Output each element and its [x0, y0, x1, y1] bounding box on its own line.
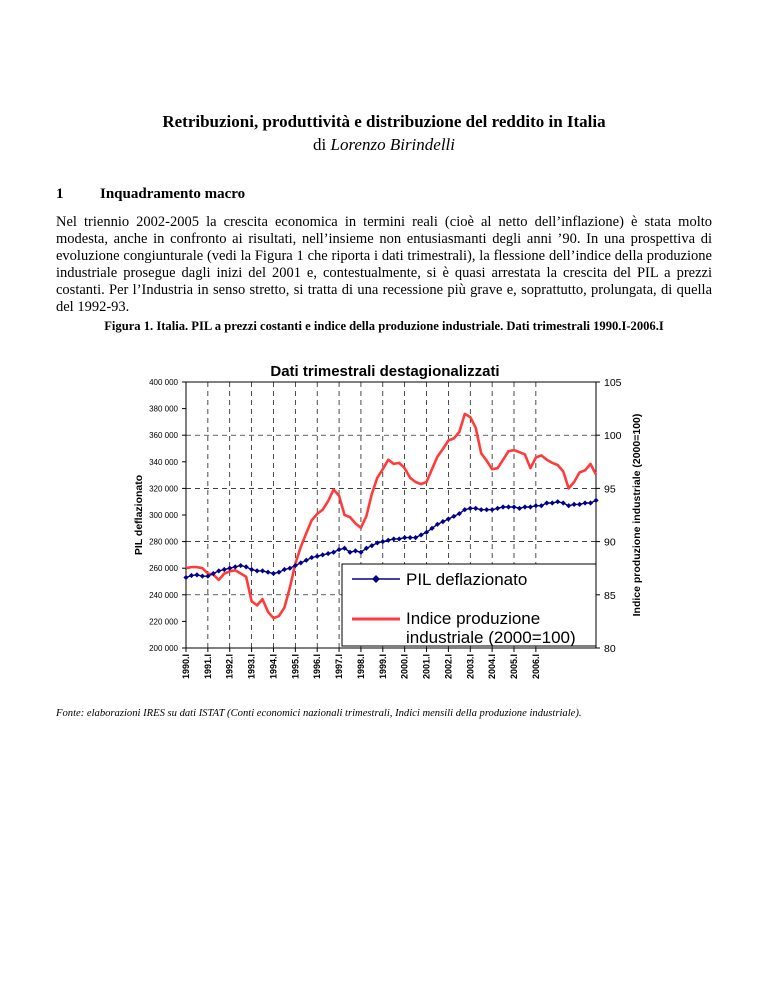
data-point-pil: [271, 571, 276, 576]
legend-label-industria-line1: Indice produzione: [406, 609, 541, 628]
figure-caption: Figura 1. Italia. PIL a prezzi costanti e indice della produzione industriale. Dati trimestrali 1990.I-2006.I: [104, 319, 664, 333]
data-point-pil: [539, 503, 544, 508]
data-point-pil: [446, 516, 451, 521]
y-left-tick-label: 220 000: [149, 617, 178, 627]
data-point-pil: [582, 500, 587, 505]
x-tick-label: 1993.I: [246, 654, 257, 680]
data-point-pil: [200, 574, 205, 579]
data-point-pil: [588, 500, 593, 505]
data-point-pil: [479, 507, 484, 512]
data-point-pil: [233, 564, 238, 569]
x-tick-label: 1994.I: [268, 654, 279, 680]
y-left-tick-label: 260 000: [149, 564, 178, 574]
data-point-pil: [353, 548, 358, 553]
data-point-pil: [298, 560, 303, 565]
legend-label-pil: PIL deflazionato: [406, 570, 528, 589]
y-right-tick-label: 85: [604, 589, 616, 602]
x-tick-label: 2002.I: [443, 654, 454, 680]
author-name: Lorenzo Birindelli: [330, 135, 455, 154]
author-prefix: di: [313, 135, 327, 154]
body-paragraph: Nel triennio 2002-2005 la crescita economica in termini reali (cioè al netto dell’inflazione) è stata molto modesta, anche in confronto ai risultati, nell’insieme non entusiasmanti degli anni ’90. In una prospettiva di evoluzione congiunturale (vedi la Figura 1 che riporta i dati trimestrali), la flessione dell’indice della produzione industriale prosegue dagli inizi del 2001 e, contestualmente, si è quasi arrestata la crescita del PIL a prezzi costanti. Per l’Industria in senso stretto, si tratta di una recessione più grave e, soprattutto, prolungata, di quella del 1992-93.: [56, 214, 712, 315]
x-tick-label: 2001.I: [421, 654, 432, 680]
data-point-pil: [397, 536, 402, 541]
data-point-pil: [315, 554, 320, 559]
x-tick-label: 2005.I: [509, 654, 519, 680]
data-point-pil: [320, 552, 325, 557]
data-point-pil: [495, 506, 500, 511]
x-tick-label: 1999.I: [377, 654, 388, 680]
data-point-pil: [402, 535, 407, 540]
data-point-pil: [189, 573, 194, 578]
y-left-tick-label: 320 000: [149, 484, 178, 494]
data-point-pil: [216, 568, 221, 573]
data-point-pil: [550, 500, 555, 505]
data-point-pil: [544, 500, 549, 505]
data-point-pil: [413, 535, 418, 540]
y-axis-label-right: Indice produzione industriale (2000=100): [631, 413, 643, 617]
data-point-pil: [418, 532, 423, 537]
data-point-pil: [375, 540, 380, 545]
y-left-tick-label: 380 000: [149, 404, 178, 414]
data-point-pil: [468, 506, 473, 511]
x-tick-label: 1995.I: [290, 654, 301, 680]
data-point-pil: [194, 572, 199, 577]
data-point-pil: [511, 504, 516, 509]
data-point-pil: [572, 502, 577, 507]
chart: [100, 352, 660, 692]
data-point-pil: [500, 504, 505, 509]
data-point-pil: [533, 503, 538, 508]
x-tick-label: 1990.I: [181, 654, 191, 680]
y-left-tick-label: 400 000: [149, 378, 178, 387]
data-point-pil: [336, 547, 341, 552]
data-point-pil: [473, 506, 478, 511]
data-point-pil: [555, 499, 560, 504]
x-tick-label: 1997.I: [334, 654, 345, 680]
data-point-pil: [490, 507, 495, 512]
data-point-pil: [309, 555, 314, 560]
data-point-pil: [287, 566, 292, 571]
author-line: [0, 135, 768, 155]
data-point-pil: [566, 503, 571, 508]
data-point-pil: [249, 567, 254, 572]
y-right-tick-label: 80: [604, 643, 616, 655]
data-point-pil: [331, 550, 336, 555]
section-heading: [56, 186, 245, 203]
data-point-pil: [484, 507, 489, 512]
data-point-pil: [282, 567, 287, 572]
x-tick-label: 2000.I: [399, 654, 410, 680]
data-point-pil: [451, 514, 456, 519]
data-point-pil: [593, 498, 598, 503]
x-tick-label: 1998.I: [355, 654, 366, 680]
y-left-tick-label: 340 000: [149, 457, 178, 467]
y-left-tick-label: 280 000: [149, 537, 178, 547]
y-left-tick-label: 240 000: [149, 590, 178, 600]
y-axis-label-left: PIL deflazionato: [133, 474, 145, 556]
y-left-tick-label: 300 000: [149, 511, 178, 520]
y-right-tick-label: 95: [604, 483, 616, 496]
x-tick-label: 2006.I: [530, 654, 541, 680]
data-point-pil: [304, 558, 309, 563]
data-point-pil: [260, 568, 265, 573]
y-right-tick-label: 90: [604, 536, 616, 549]
data-point-pil: [577, 502, 582, 507]
data-point-pil: [517, 506, 522, 511]
y-left-tick-label: 360 000: [149, 431, 178, 441]
data-point-pil: [183, 575, 188, 580]
y-right-tick-label: 100: [604, 430, 622, 443]
chart-title: Dati trimestrali destagionalizzati: [270, 363, 500, 380]
data-point-pil: [238, 563, 243, 568]
data-point-pil: [391, 536, 396, 541]
x-tick-label: 2003.I: [465, 654, 476, 680]
data-point-pil: [506, 504, 511, 509]
x-tick-label: 2004.I: [487, 654, 498, 680]
data-point-pil: [380, 539, 385, 544]
data-point-pil: [386, 538, 391, 543]
legend-label-industria-line2: industriale (2000=100): [406, 628, 576, 647]
x-tick-label: 1996.I: [312, 654, 323, 680]
document-title: Retribuzioni, produttività e distribuzione del reddito in Italia: [162, 112, 606, 131]
data-point-pil: [222, 567, 227, 572]
y-left-tick-label: 200 000: [149, 644, 178, 653]
data-point-pil: [522, 504, 527, 509]
section-number: 1: [56, 186, 64, 202]
data-point-pil: [276, 570, 281, 575]
data-point-pil: [528, 504, 533, 509]
x-tick-label: 1992.I: [224, 654, 235, 680]
data-point-pil: [408, 535, 413, 540]
data-point-pil: [440, 519, 445, 524]
section-title: Inquadramento macro: [100, 186, 246, 202]
data-point-pil: [254, 568, 259, 573]
x-tick-label: 1991.I: [202, 654, 213, 680]
source-note: Fonte: elaborazioni IRES su dati ISTAT (Conti economici nazionali trimestrali, Indici mensili della produzione industriale).: [56, 708, 582, 719]
legend: [342, 564, 596, 647]
data-point-pil: [326, 551, 331, 556]
data-point-pil: [244, 564, 249, 569]
data-point-pil: [561, 500, 566, 505]
y-right-tick-label: 105: [604, 377, 622, 389]
data-point-pil: [265, 570, 270, 575]
data-point-pil: [369, 543, 374, 548]
